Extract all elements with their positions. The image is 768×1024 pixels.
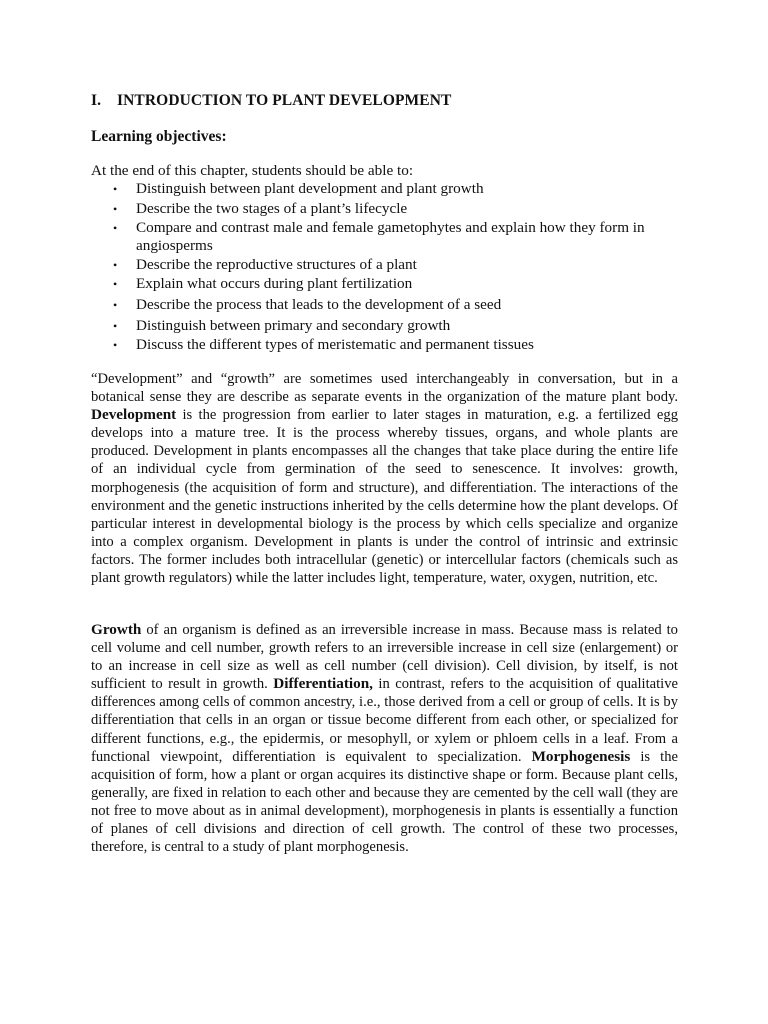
learning-objectives-intro: At the end of this chapter, students should be able to: (91, 162, 414, 179)
list-item (91, 256, 678, 274)
learning-objectives-heading: Learning objectives: (91, 128, 227, 145)
objective-text: Describe the reproductive structures of a plant (136, 256, 417, 273)
list-item (91, 275, 678, 293)
list-item (91, 296, 678, 314)
objective-text: Distinguish between plant development and plant growth (136, 180, 484, 197)
bullet-icon: • (113, 221, 118, 235)
bullet-icon: • (113, 182, 118, 196)
list-item (91, 317, 678, 335)
term-growth: Growth (91, 621, 142, 638)
objective-text: Discuss the different types of meristematic and permanent tissues (136, 336, 534, 353)
paragraph-text: is the acquisition of form, how a plant or organ acquires its distinctive shape or form. Because plant cells, generally, are fixed in relation to each other and because they are cemented by the cell wall (they are not free to move about as in animal development), morphogenesis in plants is essentially a function of planes of cell divisions and direction of cell growth. The control of these two processes, therefore, is central to a study of plant morphogenesis. (91, 748, 678, 856)
objective-text: Describe the two stages of a plant’s lifecycle (136, 200, 408, 217)
bullet-icon: • (113, 319, 118, 333)
chapter-title: INTRODUCTION TO PLANT DEVELOPMENT (117, 92, 452, 109)
bullet-icon: • (113, 338, 118, 352)
chapter-heading (91, 92, 451, 110)
paragraph-text: “Development” and “growth” are sometimes used interchangeably in conversation, but in a botanical sense they are describe as separate events in the organization of the mature plant body. (91, 371, 678, 406)
paragraph-text: is the progression from earlier to later stages in maturation, e.g. a fertilized egg develops into a mature tree. It is the process whereby tissues, organs, and whole plants are produced. Development in plants encompasses all the changes that take place during the entire life of an individual cycle from germination of the seed to senescence. It involves: growth, morphogenesis (the acquisition of form and structure), and differentiation. The interactions of the environment and the genetic instructions inherited by the cells determine how the plant develops. Of particular interest in developmental biology is the process by which cells specialize and organize into a complex organism. Development in plants is under the control of intrinsic and extrinsic factors. The former includes both intracellular (genetic) or intercellular factors (chemicals such as plant growth regulators) while the latter includes light, temperature, water, oxygen, nutrition, etc. (91, 407, 678, 587)
objective-text: Compare and contrast male and female gametophytes and explain how they form in angiosperms (136, 219, 645, 254)
paragraph-text: of an organism is defined as an irreversible increase in mass. Because mass is related to cell volume and cell number, growth refers to an irreversible increase in cell size (enlargement) or to an increase in cell size as well as cell number (cell division). Cell division, by itself, is not sufficient to result in growth. (91, 622, 678, 693)
bullet-icon: • (113, 258, 118, 272)
list-item (91, 200, 678, 218)
list-item (91, 336, 678, 354)
list-item (91, 219, 678, 255)
objective-text: Describe the process that leads to the development of a seed (136, 296, 502, 313)
list-item (91, 180, 678, 198)
chapter-number: I. (91, 92, 102, 109)
term-development: Development (91, 406, 177, 424)
bullet-icon: • (113, 298, 118, 312)
term-morphogenesis: Morphogenesis (531, 747, 631, 765)
bullet-icon: • (113, 277, 118, 291)
development-paragraph (91, 370, 678, 587)
growth-paragraph (91, 621, 678, 856)
objective-text: Distinguish between primary and secondary growth (136, 317, 451, 334)
paragraph-text: in contrast, refers to the acquisition of qualitative differences among cells of common ancestry, i.e., those derived from a cell or group of cells. It is by differentiation that cells in an organ or tissue become different from each other, or specialized for different functions, e.g., the epidermis, or mesophyll, or xylem or phloem cells in a leaf. From a functional viewpoint, differentiation is equivalent to specialization. (91, 676, 678, 765)
objective-text: Explain what occurs during plant fertilization (136, 275, 413, 292)
term-differentiation: Differentiation, (273, 675, 373, 693)
bullet-icon: • (113, 202, 118, 216)
